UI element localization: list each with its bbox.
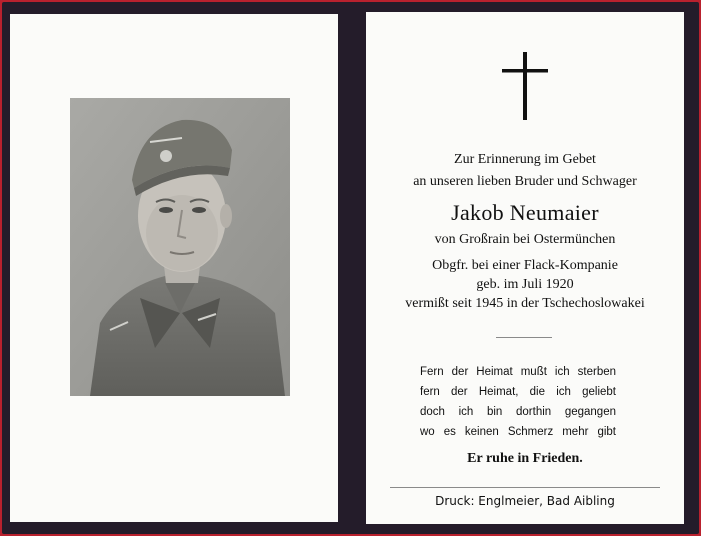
intro-line-1: Zur Erinnerung im Gebet xyxy=(454,152,596,167)
poem-line-2: fern der Heimat, die ich geliebt xyxy=(420,386,616,398)
intro-line-2: an unseren lieben Bruder und Schwager xyxy=(413,174,637,189)
latin-cross-icon xyxy=(502,52,548,120)
deceased-name: Jakob Neumaier xyxy=(451,200,599,225)
printer-credit: Druck: Englmeier, Bad Aibling xyxy=(435,494,615,508)
poem-line-3: doch ich bin dorthin gegangen xyxy=(420,406,616,418)
closing-line: Er ruhe in Frieden. xyxy=(467,451,583,466)
birth-line: geb. im Juli 1920 xyxy=(476,277,574,292)
poem-line-4: wo es keinen Schmerz mehr gibt xyxy=(420,426,616,438)
divider-long xyxy=(390,487,660,488)
rank-line: Obgfr. bei einer Flack-Kompanie xyxy=(432,258,618,273)
missing-line: vermißt seit 1945 in der Tschechoslowakei xyxy=(405,296,645,311)
divider-short xyxy=(496,337,552,338)
origin-line: von Großrain bei Ostermünchen xyxy=(434,232,616,247)
poem-line-1: Fern der Heimat mußt ich sterben xyxy=(420,366,616,378)
soldier-portrait-photo xyxy=(70,98,290,396)
